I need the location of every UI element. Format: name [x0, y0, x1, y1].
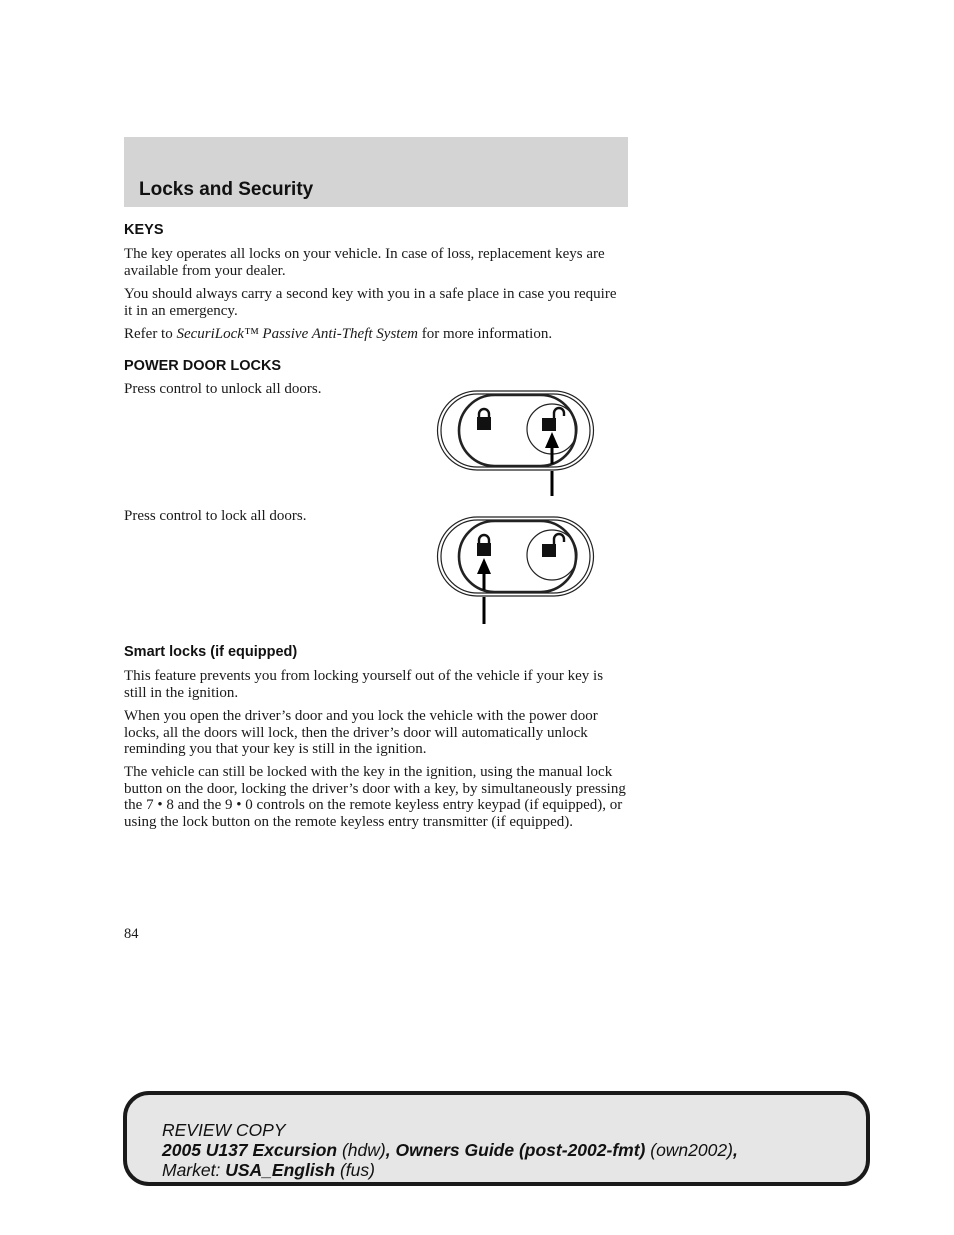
padlock-closed-icon — [477, 535, 491, 556]
unlock-control-illustration — [436, 388, 596, 505]
unlock-instruction: Press control to unlock all doors. — [124, 381, 322, 397]
dashed-arrow-icon — [545, 432, 559, 496]
securilock-reference: SecuriLock™ Passive Anti-Theft System — [176, 326, 418, 342]
section-header-band — [124, 137, 628, 207]
power-door-locks-heading: POWER DOOR LOCKS — [124, 358, 282, 374]
footer-model-line — [162, 1140, 738, 1160]
footer-guide: Owners Guide (post-2002-fmt) — [395, 1140, 646, 1160]
footer-sep-1: , — [385, 1140, 396, 1160]
padlock-open-icon — [542, 408, 564, 431]
padlock-closed-icon — [477, 409, 491, 430]
padlock-open-icon — [542, 534, 564, 557]
smart-locks-paragraph-1: This feature prevents you from locking yourself out of the vehicle if your key is still in the ignition. — [124, 668, 604, 701]
footer-review-copy: REVIEW COPY — [162, 1120, 286, 1140]
keys-paragraph-3 — [124, 326, 628, 343]
review-copy-footer — [123, 1091, 870, 1186]
page-number: 84 — [124, 926, 139, 942]
lock-instruction: Press control to lock all doors. — [124, 508, 307, 524]
keys-heading: KEYS — [124, 222, 164, 238]
smart-locks-heading: Smart locks (if equipped) — [124, 644, 298, 660]
keys-paragraph-2: You should always carry a second key with you in a safe place in case you require it in an emergency. — [124, 286, 617, 319]
footer-model: 2005 U137 Excursion — [162, 1140, 338, 1160]
keys-paragraph-1: The key operates all locks on your vehicle. In case of loss, replacement keys are available from your dealer. — [124, 246, 605, 279]
footer-guide-code: (own2002) — [645, 1140, 733, 1160]
footer-text — [162, 1120, 738, 1180]
footer-sep-2: , — [732, 1140, 738, 1160]
smart-locks-paragraph-2: When you open the driver’s door and you lock the vehicle with the power door locks, all the doors will lock, then the driver’s door will automatically unlock reminding you that your key is still in the ignition. — [124, 708, 598, 757]
footer-market: USA_English — [225, 1160, 336, 1180]
section-title: Locks and Security — [139, 179, 314, 200]
keys-p3-suffix: for more information. — [417, 326, 553, 342]
keys-p3-prefix: Refer to — [124, 326, 177, 342]
footer-market-label: Market: — [162, 1160, 226, 1180]
lock-control-illustration — [436, 514, 596, 631]
footer-market-line — [162, 1160, 738, 1180]
footer-model-code: (hdw) — [337, 1140, 386, 1160]
smart-locks-paragraph-3: The vehicle can still be locked with the key in the ignition, using the manual lock button on the door, locking the driver’s door with a key, by simultaneously pressing the 7 • 8 and the 9 • 0 controls on the remote keyless entry keypad (if equipped), or using the lock button on the remote keyless entry transmitter (if equipped). — [124, 764, 626, 830]
footer-market-code: (fus) — [335, 1160, 375, 1180]
